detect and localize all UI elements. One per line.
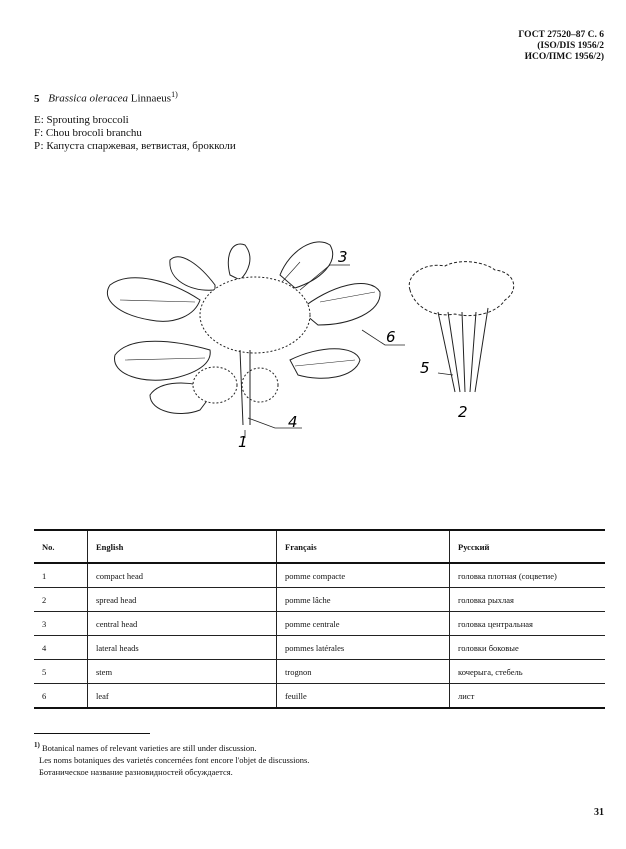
cell-french: pomme centrale — [277, 612, 450, 636]
section-number: 5 — [34, 92, 40, 105]
name-english: E: Sprouting broccoli — [34, 114, 129, 126]
callout-5: 5 — [420, 359, 430, 377]
callout-6: 6 — [386, 328, 396, 346]
cell-no: 5 — [34, 660, 88, 684]
table-row — [34, 563, 605, 588]
table-row — [34, 588, 605, 612]
callout-4: 4 — [288, 413, 298, 431]
cut-head-florets — [409, 262, 513, 316]
footnote-english: Botanical names of relevant varieties are still under discussion. — [41, 742, 257, 753]
cell-russian: кочерыга, стебель — [450, 660, 606, 684]
leaf-top-center — [228, 244, 250, 280]
table-header-row — [34, 530, 605, 563]
cell-russian: головка центральная — [450, 612, 606, 636]
leaf-right-lower — [290, 349, 360, 379]
callout-1: 1 — [238, 433, 248, 451]
lateral-head-right — [242, 368, 278, 402]
terms-table — [34, 529, 605, 709]
table-row — [34, 612, 605, 636]
footnote — [34, 739, 309, 778]
cell-russian: головка плотная (соцветие) — [450, 563, 606, 588]
cell-english: compact head — [88, 563, 277, 588]
cell-french: pomme compacte — [277, 563, 450, 588]
cell-russian: лист — [450, 684, 606, 709]
cell-no: 1 — [34, 563, 88, 588]
col-french: Français — [277, 530, 450, 563]
callout-2: 2 — [458, 403, 468, 421]
table-row — [34, 684, 605, 709]
cell-russian: головки боковые — [450, 636, 606, 660]
footnote-rule — [34, 733, 150, 734]
cell-english: lateral heads — [88, 636, 277, 660]
footnote-french: Les noms botaniques des varietés concernées font encore l'objet de discussions. — [39, 754, 310, 765]
footnote-number: 1) — [34, 741, 40, 749]
table-row — [34, 660, 605, 684]
table-row — [34, 636, 605, 660]
name-russian: Р: Капуста спаржевая, ветвистая, брокколи — [34, 140, 236, 152]
page-number: 31 — [594, 807, 604, 818]
cell-french: pomme lâche — [277, 588, 450, 612]
cell-french: feuille — [277, 684, 450, 709]
latin-name: Brassica oleracea — [48, 92, 128, 105]
cell-french: pommes latérales — [277, 636, 450, 660]
leaf-left-top — [170, 257, 215, 290]
iso-reference-ru: ИСО/ПМС 1956/2) — [524, 52, 604, 62]
cell-english: stem — [88, 660, 277, 684]
lateral-head-left — [193, 367, 237, 403]
cell-no: 4 — [34, 636, 88, 660]
col-no: No. — [34, 530, 88, 563]
cell-russian: головка рыхлая — [450, 588, 606, 612]
name-french: F: Chou brocoli branchu — [34, 127, 142, 139]
footnote-mark: 1) — [171, 90, 178, 99]
central-head — [200, 277, 310, 353]
cell-no: 2 — [34, 588, 88, 612]
cell-no: 3 — [34, 612, 88, 636]
leaf-right-middle — [300, 284, 380, 325]
footnote-russian: Ботаническое название разновидностей обсуждается. — [39, 766, 233, 777]
cell-english: leaf — [88, 684, 277, 709]
col-russian: Русский — [450, 530, 606, 563]
cell-no: 6 — [34, 684, 88, 709]
cell-english: spread head — [88, 588, 277, 612]
author-name: Linnaeus — [130, 92, 172, 105]
cut-head-stems — [438, 308, 488, 392]
cell-english: central head — [88, 612, 277, 636]
leaf-right-upper — [280, 242, 333, 288]
col-english: English — [88, 530, 277, 563]
standard-number: ГОСТ 27520–87 С. 6 — [518, 30, 604, 40]
leaf-left-lower — [115, 341, 211, 380]
iso-reference: (ISO/DIS 1956/2 — [537, 41, 604, 51]
callout-3: 3 — [338, 248, 348, 266]
cell-french: trognon — [277, 660, 450, 684]
